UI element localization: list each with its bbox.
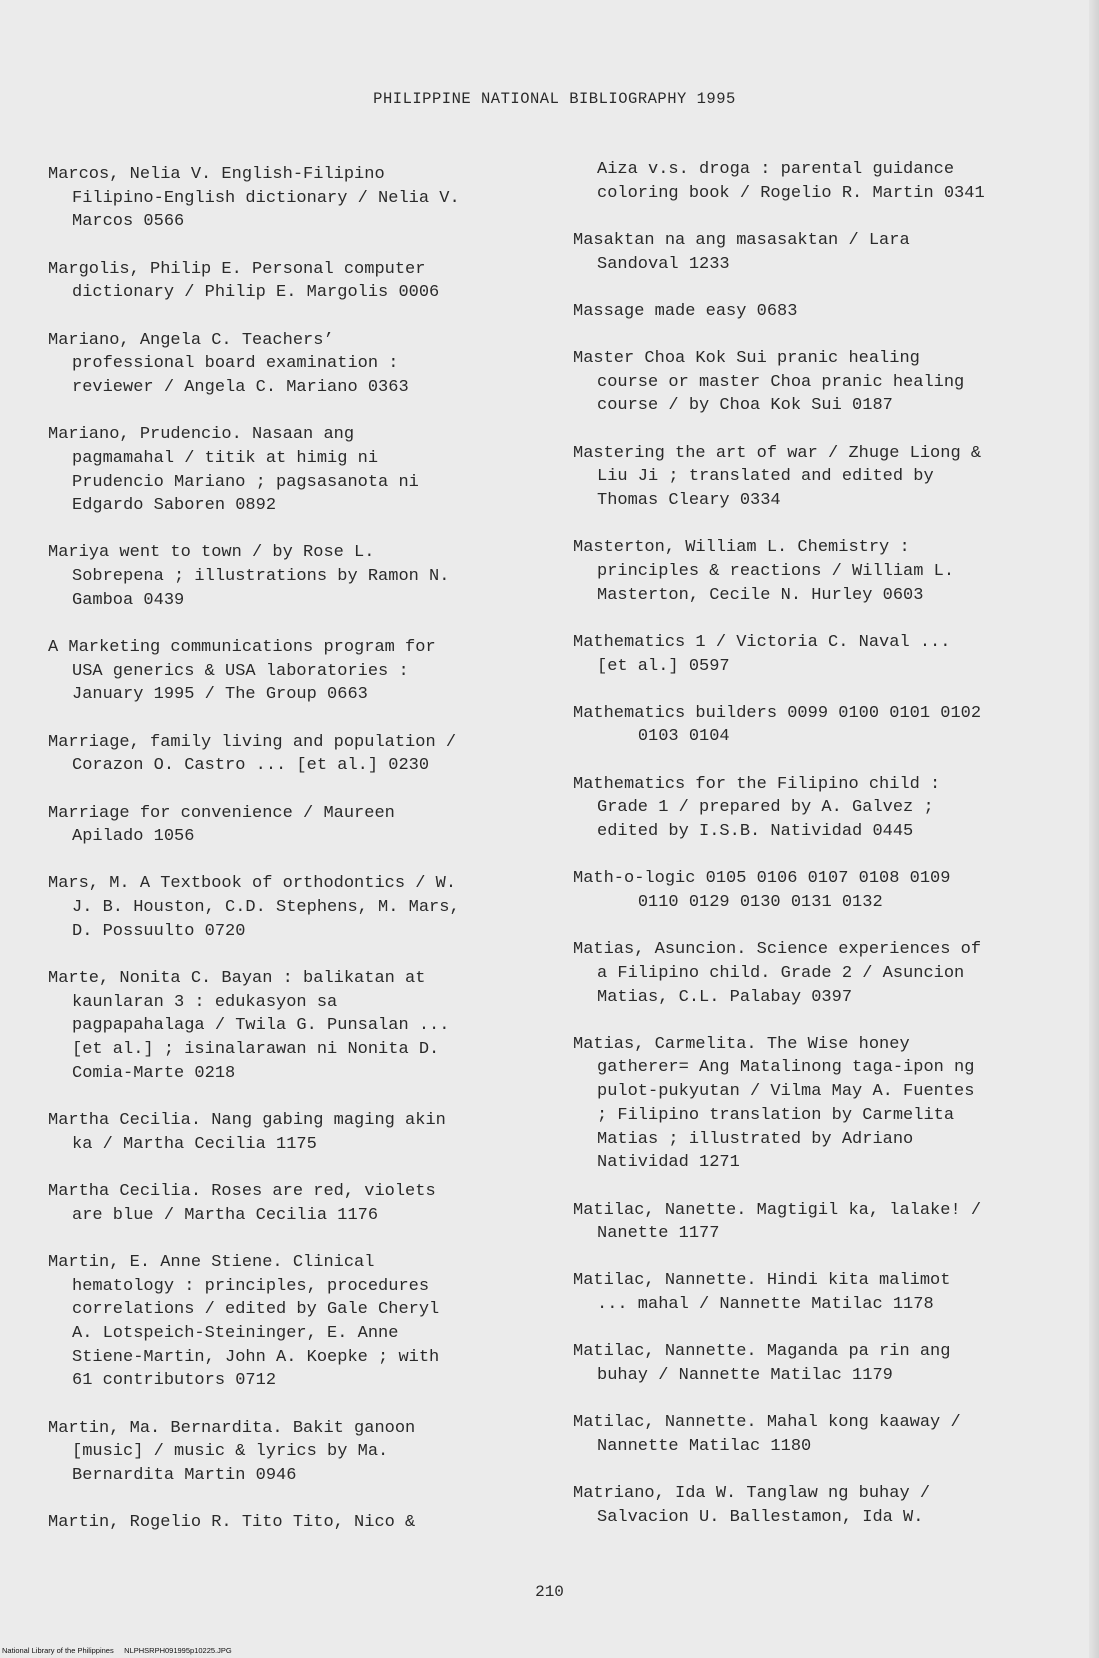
bibliography-entry [573,773,1073,844]
entry-line: professional board examination : [72,354,399,374]
bibliography-entry [48,258,548,305]
entry-line: Marriage for convenience / Maureen [48,803,395,823]
entry-line: Martha Cecilia. Roses are red, violets [48,1182,436,1201]
entry-line: Mariano, Prudencio. Nasaan ang [48,425,355,445]
entry-line: Natividad 1271 [597,1153,740,1173]
bibliography-entry [573,347,1073,418]
entry-line: Marcos 0566 [72,212,185,232]
entry-line: pagmamahal / titik at himig ni [72,448,379,468]
entry-line: correlations / edited by Gale Cheryl [72,1300,440,1320]
entry-line: Nanette 1177 [597,1224,720,1244]
entry-line: Margolis, Philip E. Personal computer [48,259,426,279]
entry-line: Prudencio Mariano ; pagsasanota ni [72,472,419,492]
entry-line: course / by Choa Kok Sui 0187 [597,396,893,416]
entry-line: Stiene-Martin, John A. Koepke ; with [72,1347,440,1367]
entry-line: Apilado 1056 [72,827,195,847]
bibliography-entry [48,872,548,943]
entry-line: A Marketing communications program for [48,638,436,658]
bibliography-entry [573,1269,1073,1316]
entry-line: Matilac, Nannette. Maganda pa rin ang [573,1342,951,1362]
bibliography-entry [573,1411,1073,1458]
entry-line: Martin, Ma. Bernardita. Bakit ganoon [48,1418,416,1438]
entry-line: Masterton, Cecile N. Hurley 0603 [597,585,924,605]
page-number: 210 [535,1583,564,1601]
entry-line: Corazon O. Castro ... [et al.] 0230 [72,756,430,776]
entry-line: Edgardo Saboren 0892 [72,496,277,516]
entry-line: Masaktan na ang masasaktan / Lara [573,230,910,250]
entry-line: Mathematics for the Filipino child : [573,774,941,794]
footer-library: National Library of the Philippines [2,1646,114,1655]
bibliography-entry [48,1251,548,1393]
entry-line: Mars, M. A Textbook of orthodontics / W. [48,874,457,894]
entry-line: [music] / music & lyrics by Ma. [72,1442,389,1462]
footer [2,1646,232,1655]
entry-line: Sobrepena ; illustrations by Ramon N. [72,567,450,587]
entry-line: Master Choa Kok Sui pranic healing [573,349,920,369]
bibliography-entry [573,1033,1073,1175]
bibliography-entry [48,731,548,778]
entry-line: Matriano, Ida W. Tanglaw ng buhay / [573,1484,931,1504]
entry-line: Liu Ji ; translated and edited by [597,467,934,487]
entry-line: principles & reactions / William L. [597,561,955,581]
bibliography-entry [48,1511,548,1535]
entry-line: Matias, Asuncion. Science experiences of [573,940,982,960]
entry-line: coloring book / Rogelio R. Martin 0341 [597,183,985,203]
bibliography-entry [48,541,548,612]
entry-line: edited by I.S.B. Natividad 0445 [597,822,914,842]
entry-line: a Filipino child. Grade 2 / Asuncion [597,963,965,983]
entry-line: [et al.] 0597 [597,656,730,676]
bibliography-entry [48,1180,548,1227]
entry-line: Mastering the art of war / Zhuge Liong & [573,443,982,463]
entry-line: [et al.] ; isinalarawan ni Nonita D. [72,1040,440,1060]
entry-line: pulot-pukyutan / Vilma May A. Fuentes [597,1082,975,1102]
entry-line: course or master Choa pranic healing [597,372,965,392]
entry-line: Martin, E. Anne Stiene. Clinical [48,1252,375,1272]
entry-line: Marcos, Nelia V. English-Filipino [48,165,385,184]
entry-line: 0110 0129 0130 0131 0132 [597,892,883,912]
entry-line: 0103 0104 [597,727,730,747]
entry-line: Aiza v.s. droga : parental guidance [597,160,955,179]
entry-line: gatherer= Ang Matalinong taga-ipon ng [597,1058,975,1078]
entry-line: kaunlaran 3 : edukasyon sa [72,992,338,1012]
entry-line: Matias, Carmelita. The Wise honey [573,1034,910,1054]
bibliography-entry [48,423,548,518]
entry-line: D. Possuulto 0720 [72,921,246,941]
entry-line: ... mahal / Nannette Matilac 1178 [597,1295,934,1315]
bibliography-entry [48,1109,548,1156]
entry-line: Thomas Cleary 0334 [597,491,781,511]
footer-filename: NLPHSRPH091995p10225.JPG [124,1646,232,1655]
left-column [48,163,548,1558]
entry-line: Martin, Rogelio R. Tito Tito, Nico & [48,1513,416,1533]
bibliography-entry [573,442,1073,513]
bibliography-entry [48,967,548,1086]
bibliography-entry [48,163,548,234]
right-column [573,160,1073,1553]
entry-line: dictionary / Philip E. Margolis 0006 [72,283,440,303]
entry-line: Martha Cecilia. Nang gabing maging akin [48,1111,446,1131]
entry-line: Nannette Matilac 1180 [597,1436,812,1456]
entry-line: Salvacion U. Ballestamon, Ida W. [597,1507,924,1527]
bibliography-entry [573,631,1073,678]
entry-line: January 1995 / The Group 0663 [72,685,368,705]
entry-line: Comia-Marte 0218 [72,1063,236,1083]
bibliography-entry [573,938,1073,1009]
entry-line: Grade 1 / prepared by A. Galvez ; [597,798,934,818]
entry-line: Matias ; illustrated by Adriano [597,1129,914,1149]
entry-line: Mariano, Angela C. Teachers’ [48,330,334,350]
entry-line: hematology : principles, procedures [72,1276,430,1296]
entry-line: Marte, Nonita C. Bayan : balikatan at [48,969,426,989]
entry-line: Sandoval 1233 [597,254,730,274]
bibliography-entry [573,229,1073,276]
bibliography-entry [573,300,1073,324]
bibliography-entry [48,1417,548,1488]
entry-line: Mathematics 1 / Victoria C. Naval ... [573,632,951,652]
entry-line: 61 contributors 0712 [72,1371,277,1391]
page-edge [1089,0,1099,1658]
entry-line: Masterton, William L. Chemistry : [573,538,910,558]
bibliography-entry [48,802,548,849]
entry-line: Mathematics builders 0099 0100 0101 0102 [573,703,982,723]
bibliography-entry [573,702,1073,749]
page-title: PHILIPPINE NATIONAL BIBLIOGRAPHY 1995 [373,90,736,108]
entry-line: Matilac, Nanette. Magtigil ka, lalake! / [573,1200,982,1220]
entry-line: USA generics & USA laboratories : [72,661,409,681]
entry-line: ka / Martha Cecilia 1175 [72,1134,317,1154]
bibliography-entry [573,1482,1073,1529]
bibliography-entry [573,867,1073,914]
entry-line: Gamboa 0439 [72,590,185,610]
entry-line: Marriage, family living and population / [48,732,457,752]
bibliography-entry [573,1199,1073,1246]
entry-line: Mariya went to town / by Rose L. [48,543,375,563]
entry-line: reviewer / Angela C. Mariano 0363 [72,377,409,397]
bibliography-entry [48,329,548,400]
entry-line: are blue / Martha Cecilia 1176 [72,1205,379,1225]
bibliography-entry [48,636,548,707]
entry-line: J. B. Houston, C.D. Stephens, M. Mars, [72,898,460,918]
entry-line: Matilac, Nannette. Mahal kong kaaway / [573,1413,961,1433]
entry-line: buhay / Nannette Matilac 1179 [597,1366,893,1386]
bibliography-entry [573,1340,1073,1387]
bibliography-entry [573,536,1073,607]
continued-entry [573,158,1073,205]
entry-line: Filipino-English dictionary / Nelia V. [72,188,460,208]
entry-line: Bernardita Martin 0946 [72,1466,297,1486]
entry-line: ; Filipino translation by Carmelita [597,1105,955,1125]
entry-line: Matilac, Nannette. Hindi kita malimot [573,1271,951,1291]
entry-line: Math-o-logic 0105 0106 0107 0108 0109 [573,869,951,889]
entry-line: A. Lotspeich-Steininger, E. Anne [72,1324,399,1344]
entry-line: pagpapahalaga / Twila G. Punsalan ... [72,1016,450,1036]
entry-line: Massage made easy 0683 [573,301,798,321]
entry-line: Matias, C.L. Palabay 0397 [597,987,853,1007]
